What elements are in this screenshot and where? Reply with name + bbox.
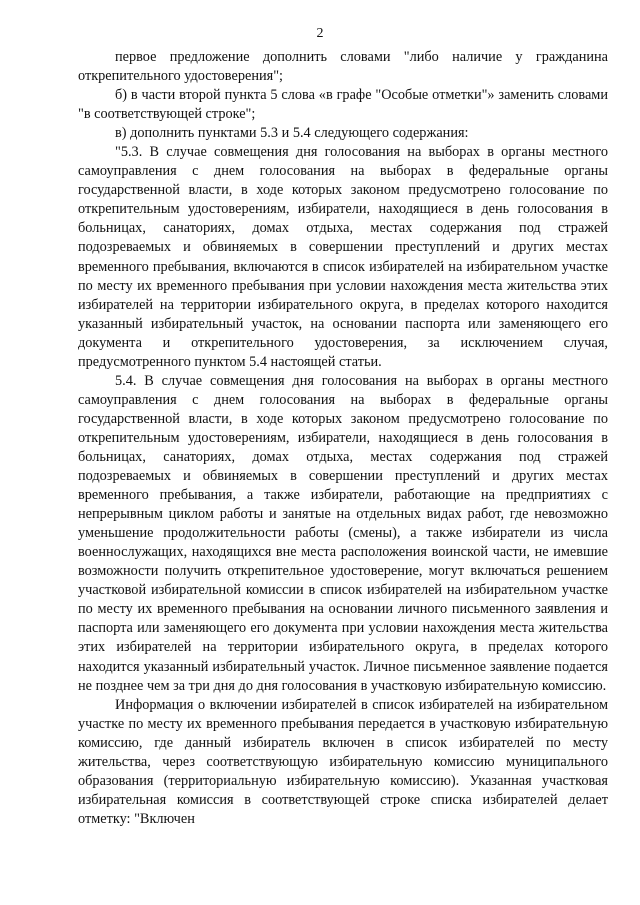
paragraph-amendment-c: в) дополнить пунктами 5.3 и 5.4 следующего содержания:	[115, 125, 469, 142]
paragraph-clause-5-3: "5.3. В случае совмещения дня голосования на выборах в органы местного самоуправления с днем голосования на выборах в федеральные органы государственной власти, в ходе которых законом предусмотрено голосование по открепительным удостоверениям, избиратели, находящиеся в день голосования в больницах, санаториях, домах отдыха, местах содержания под стражей подозреваемых и обвиняемых в совершении преступлений и других местах временного пребывания, включаются в список избирателей на избирательном участке по месту их временного пребывания при условии нахождения места жительства этих избирателей на территории избирательного округа, в пределах которого находится указанный избирательный участок, на основании паспорта или заменяющего его документа и открепительного удостоверения, за исключением случая, предусмотренного пунктом 5.4 настоящей статьи.	[78, 144, 608, 370]
paragraph-clause-5-4: 5.4. В случае совмещения дня голосования на выборах в органы местного самоуправления с днем голосования на выборах в федеральные органы государственной власти, в ходе которых законом предусмотрено голосование по открепительным удостоверениям, избиратели, находящиеся в день голосования в больницах, санаториях, домах отдыха, местах содержания под стражей подозреваемых и обвиняемых в совершении преступлений и других местах временного пребывания, а также избиратели, работающие на предприятиях с непрерывным циклом работы и занятые на отдельных видах работ, где невозможно уменьшение продолжительности работы (смены), а также избиратели из числа военнослужащих, находящихся вне места расположения воинской части, не имевшие возможности получить открепительное удостоверение, могут включаться решением участковой избирательной комиссии в список избирателей на избирательном участке по месту их временного пребывания на основании личного письменного заявления и паспорта или заменяющего его документа при условии нахождения места жительства этих избирателей на территории избирательного округа, в пределах которого находится указанный избирательный участок. Личное письменное заявление подается не позднее чем за три дня до дня голосования в участковую избирательную комиссию.	[78, 372, 608, 694]
paragraph-amendment-b: б) в части второй пункта 5 слова «в графе "Особые отметки"» заменить словами "в соответствующей строке";	[78, 87, 608, 123]
paragraph-information: Информация о включении избирателей в список избирателей на избирательном участке по месту их временного пребывания передается в участковую избирательную комиссию, где данный избиратель включен в список избирателей по месту жительства, через соответствующую избирательную комиссию муниципального образования (территориальную избирательную комиссию). Указанная участковая избирательная комиссия в соответствующей строке списка избирателей делает отметку: "Включен	[78, 696, 608, 827]
document-body	[78, 48, 608, 829]
page-number: 2	[316, 26, 324, 41]
paragraph-amendment-first-sentence: первое предложение дополнить словами "либо наличие у гражданина открепительного удостоверения";	[78, 49, 608, 85]
